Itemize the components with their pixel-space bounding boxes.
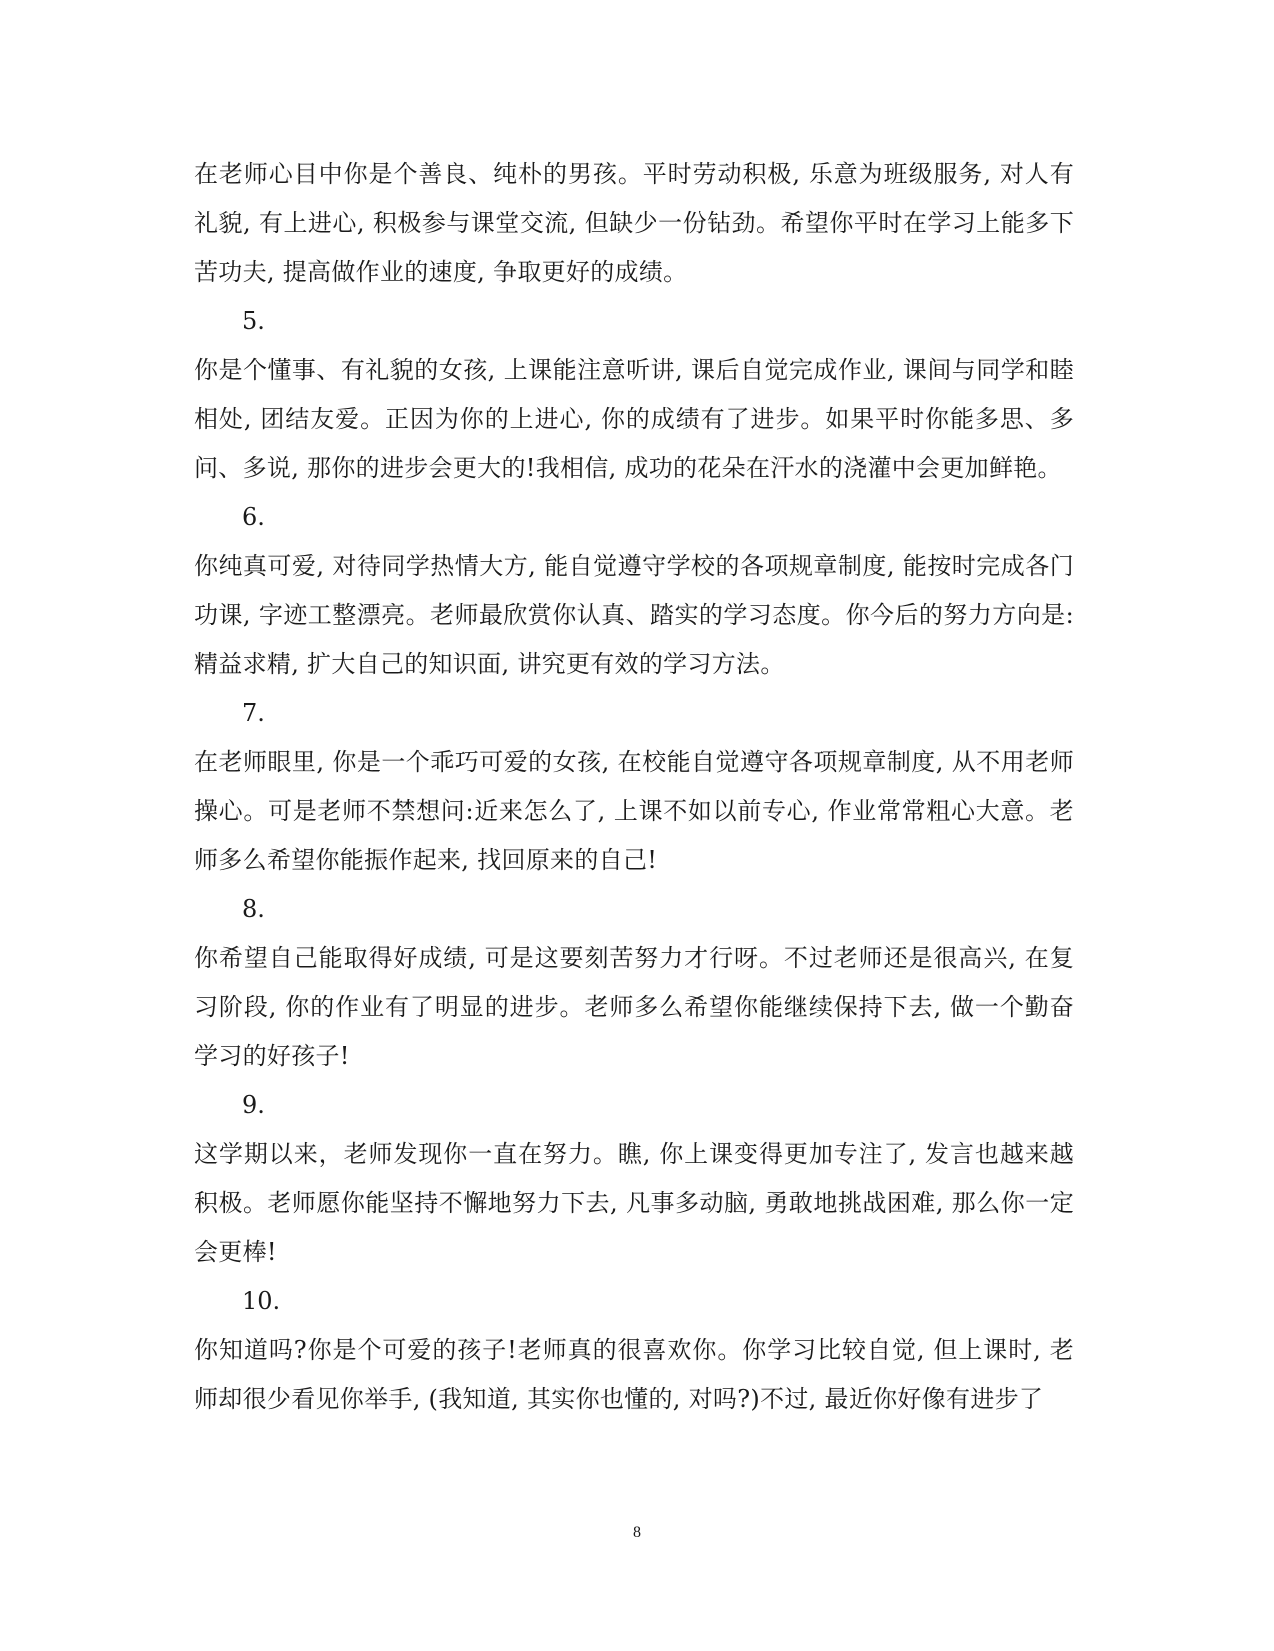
comment-paragraph: 这学期以来，老师发现你一直在努力。瞧, 你上课变得更加专注了, 发言也越来越积极。老师愿你能坚持不懈地努力下去, 凡事多动脑, 勇敢地挑战困难, 那么你一定会更棒! [194, 1140, 1074, 1266]
item-number: 8. [242, 895, 265, 923]
page-number: 8 [633, 1524, 641, 1541]
comment-paragraph: 你知道吗?你是个可爱的孩子!老师真的很喜欢你。你学习比较自觉, 但上课时, 老师却很少看见你举手, (我知道, 其实你也懂的, 对吗?)不过, 最近你好像有进步了 [194, 1336, 1074, 1413]
body-text [194, 150, 1074, 1424]
comment-paragraph: 你纯真可爱, 对待同学热情大方, 能自觉遵守学校的各项规章制度, 能按时完成各门功课, 字迹工整漂亮。老师最欣赏你认真、踏实的学习态度。你今后的努力方向是:精益求精, 扩大自己的知识面, 讲究更有效的学习方法。 [194, 552, 1074, 678]
comment-paragraph: 你希望自己能取得好成绩, 可是这要刻苦努力才行呀。不过老师还是很高兴, 在复习阶段, 你的作业有了明显的进步。老师多么希望你能继续保持下去, 做一个勤奋学习的好孩子! [194, 944, 1074, 1070]
comment-paragraph: 在老师眼里, 你是一个乖巧可爱的女孩, 在校能自觉遵守各项规章制度, 从不用老师操心。可是老师不禁想问:近来怎么了, 上课不如以前专心, 作业常常粗心大意。老师多么希望你能振作起来, 找回原来的自己! [194, 748, 1074, 874]
item-number: 6. [242, 503, 265, 531]
comment-paragraph: 你是个懂事、有礼貌的女孩, 上课能注意听讲, 课后自觉完成作业, 课间与同学和睦相处, 团结友爱。正因为你的上进心, 你的成绩有了进步。如果平时你能多思、多问、多说, 那你的进步会更大的!我相信, 成功的花朵在汗水的浇灌中会更加鲜艳。 [194, 356, 1074, 482]
item-number: 5. [242, 307, 265, 335]
item-number: 7. [242, 699, 265, 727]
item-number: 9. [242, 1091, 265, 1119]
item-number: 10. [242, 1287, 281, 1315]
comment-paragraph: 在老师心目中你是个善良、纯朴的男孩。平时劳动积极, 乐意为班级服务, 对人有礼貌, 有上进心, 积极参与课堂交流, 但缺少一份钻劲。希望你平时在学习上能多下苦功夫, 提高做作业的速度, 争取更好的成绩。 [194, 160, 1074, 286]
